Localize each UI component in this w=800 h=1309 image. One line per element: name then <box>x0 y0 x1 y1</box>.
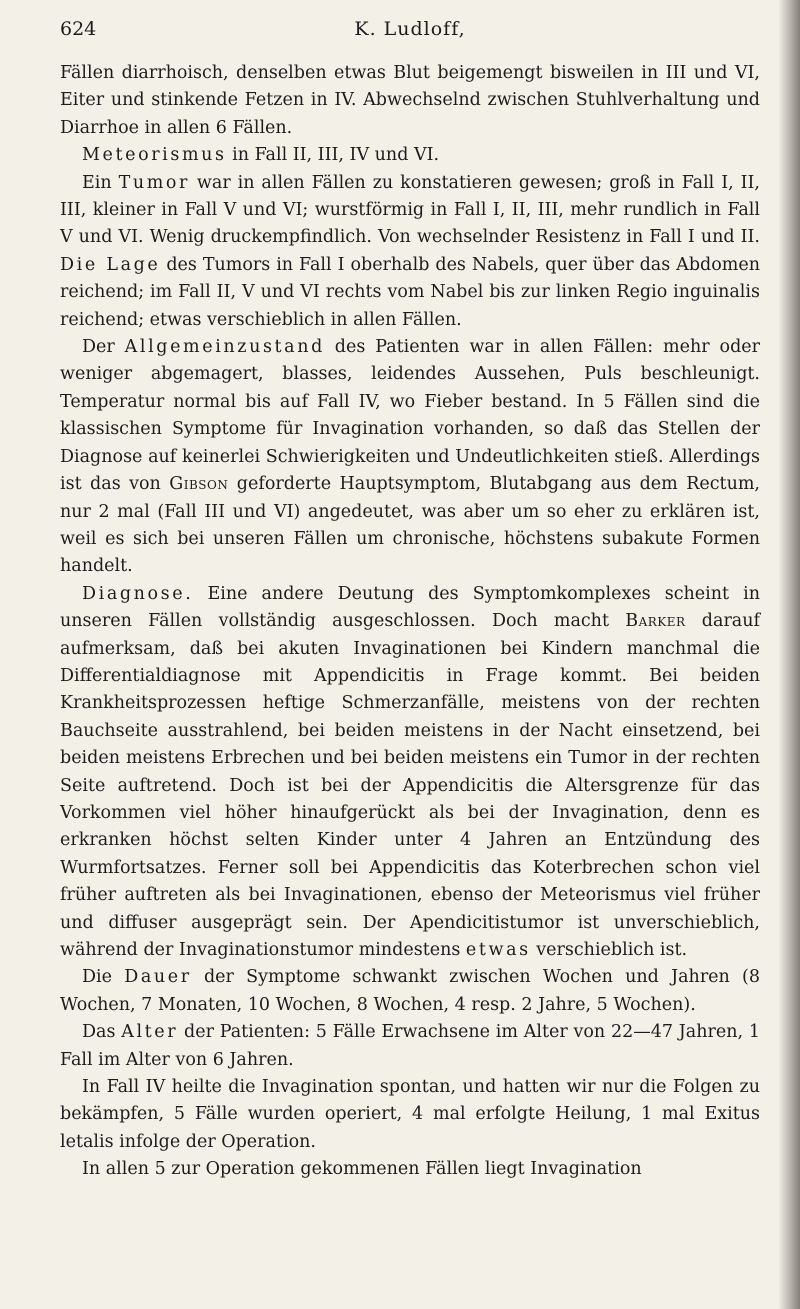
text-run: der Patienten: 5 Fälle Erwachsene im Alter von 22—47 Jahren, 1 Fall im Alter von 6 Jahren. <box>60 1022 760 1070</box>
page-number: 624 <box>60 18 97 40</box>
text-run: des Patienten war in allen Fällen: mehr oder weniger abgemagert, blasses, leidendes Aussehen, Puls beschleunigt. Temperatur normal bis auf Fall IV, wo Fieber bestand. In 5 Fällen sind die klassischen Symptome für Invagination vorhanden, so daß das Stellen der Diagnose auf keinerlei Schwierigkeiten und Undeutlichkeiten stieß. Allerdings ist das von <box>60 337 760 495</box>
paragraph <box>60 334 760 581</box>
page-edge-shadow <box>778 0 800 1309</box>
author-name: Barker <box>625 611 686 632</box>
text-run: In allen 5 zur Operation gekommenen Fällen liegt Invagination <box>82 1159 642 1180</box>
paragraph <box>60 1156 760 1183</box>
spaced-term: Diagnose. <box>82 583 194 604</box>
text-run: Ein <box>82 172 119 193</box>
spaced-term: Alter <box>121 1022 179 1043</box>
paragraph <box>60 964 760 1019</box>
page-header <box>60 18 760 54</box>
paragraph <box>60 1019 760 1074</box>
spaced-term: etwas <box>465 940 531 960</box>
paragraph <box>60 60 760 142</box>
author-name: Gibson <box>169 474 229 495</box>
spaced-term: Tumor <box>118 172 191 193</box>
spaced-term: Dauer <box>124 967 192 988</box>
text-run: in Fall II, III, IV und VI. <box>226 145 440 166</box>
text-run: In Fall IV heilte die Invagination spontan, und hatten wir nur die Folgen zu bekämpfen, 5 Fälle wurden operiert, 4 mal erfolgte Heilung, 1 mal Exitus letalis infolge der Operation. <box>60 1077 760 1152</box>
text-run: war in allen Fällen zu konstatieren gewesen; groß in Fall I, II, III, kleiner in Fall V und VI; wurstförmig in Fall I, II, III, mehr rundlich in Fall V und VI. Wenig druckempfindlich. Von wechselnder Resistenz in Fall I und II. <box>60 172 760 248</box>
paragraph <box>60 170 760 334</box>
text-run: Das <box>82 1022 122 1043</box>
paragraph <box>60 581 760 965</box>
paragraph <box>60 142 760 169</box>
body-text <box>60 60 760 1184</box>
text-run: der Symptome schwankt zwischen Wochen und Jahren (8 Wochen, 7 Monaten, 10 Wochen, 8 Wochen, 4 resp. 2 Jahre, 5 Wochen). <box>60 967 761 1015</box>
text-run: Fällen diarrhoisch, denselben etwas Blut beigemengt bisweilen in III und VI, Eiter und stinkende Fetzen in IV. Abwechselnd zwischen Stuhlverhaltung und Diarrhoe in allen 6 Fällen. <box>60 63 760 138</box>
text-run: darauf aufmerksam, daß bei akuten Invaginationen bei Kindern manchmal die Differentialdiagnose mit Appendicitis in Frage kommt. Bei beiden Krankheitsprozessen heftige Schmerzanfälle, meistens von der rechten Bauchseite ausstrahlend, bei beiden meistens in der Nacht einsetzend, bei beiden meistens Erbrechen und bei beiden meistens ein Tumor in der rechten Seite auftretend. Doch ist bei der Appendicitis die Altersgrenze für das Vorkommen viel höher hinaufgerückt als bei der Invagination, denn es erkranken höchst selten Kinder unter 4 Jahren an Entzündung des Wurmfortsatzes. Ferner soll bei Appendicitis das Koterbrechen schon viel früher auftreten als bei Invaginationen, ebenso der Meteorismus viel früher und diffuser ausgeprägt sein. Der Apendicitistumor ist unverschieblich, während der Invaginationstumor mindestens <box>60 611 760 960</box>
text-run: verschieblich ist. <box>530 940 688 960</box>
text-run: Eine andere Deutung des Symptomkomplexes scheint in unseren Fällen vollständig ausgeschlossen. Doch macht <box>60 583 760 632</box>
text-run: des Tumors in Fall I oberhalb des Nabels, quer über das Abdomen reichend; im Fall II, V und VI rechts vom Nabel bis zur linken Regio inguinalis reichend; etwas verschieblich in allen Fällen. <box>60 254 760 330</box>
spaced-term: Meteorismus <box>82 145 227 166</box>
text-run: Die <box>82 967 125 988</box>
text-run: Der <box>82 337 125 358</box>
running-head: K. Ludloff, <box>354 18 466 40</box>
spaced-term: Die Lage <box>60 254 161 275</box>
spaced-term: Allgemeinzustand <box>124 337 325 358</box>
text-run: geforderte Hauptsymptom, Blutabgang aus dem Rectum, nur 2 mal (Fall III und VI) angedeutet, was aber um so eher zu erklären ist, weil es sich bei unseren Fällen um chronische, höchstens subakute Formen handelt. <box>60 474 760 577</box>
paragraph <box>60 1074 760 1156</box>
